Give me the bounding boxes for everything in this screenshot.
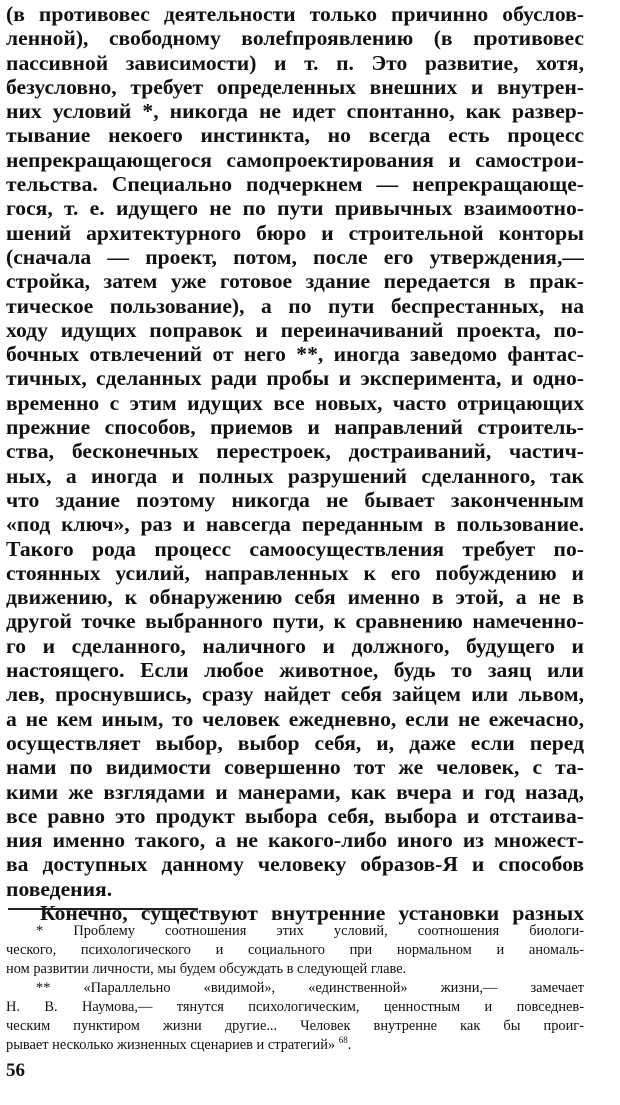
footnotes	[6, 922, 584, 1055]
footnote-line: Н. В. Наумова,— тянутся психологическим, ценностным и повседнев-	[6, 999, 584, 1015]
text-line: другой точке выбранного пути, к сравнению намеченно-	[6, 609, 584, 634]
text-line: кими же взглядами и манерами, как вчера и год назад,	[6, 779, 584, 804]
text-line: временно с этим идущих все новых, часто отрицающих	[6, 390, 584, 415]
body-text	[6, 2, 584, 925]
text-line: бочных отвлечений от него **, иногда заведомо фантас-	[6, 342, 584, 367]
text-line: стоянных усилий, направленных к его побуждению и	[6, 560, 584, 585]
footnote-line: * Проблему соотношения этих условий, соотношения биологи-	[36, 923, 584, 939]
text-line: тичных, сделанных ради пробы и эксперимента, и одно-	[6, 366, 584, 391]
text-line: прежние способов, приемов и направлений строитель-	[6, 415, 584, 440]
text-line: «под ключ», раз и навсегда переданным в пользование.	[6, 512, 584, 537]
text-line: Такого рода процесс самоосуществления требует по-	[6, 536, 584, 561]
text-line: настоящего. Если любое животное, будь то заяц или	[6, 658, 584, 683]
text-line: (сначала — проект, потом, после его утверждения,—	[6, 244, 584, 269]
text-line: тическое пользование), а по пути беспрестанных, на	[6, 293, 584, 318]
text-line: что здание поэтому никогда не бывает законченным	[6, 487, 584, 512]
footnote-line: ном развитии личности, мы будем обсуждать в следующей главе.	[6, 961, 407, 977]
text-line: а не кем иным, то человек ежедневно, если не ежечасно,	[6, 706, 584, 731]
text-line: го и сделанного, наличного и должного, будущего и	[6, 633, 584, 658]
page-number: 56	[6, 1060, 25, 1081]
footnote-line: ческого, психологического и социального при нормальном и аномаль-	[6, 942, 584, 958]
paragraph-start-line: Конечно, существуют внутренние установки разных	[40, 900, 584, 925]
text-line: ходу идущих поправок и переиначиваний проекта, по-	[6, 317, 584, 342]
text-line: тывание некоего инстинкта, но всегда есть процесс	[6, 123, 584, 148]
text-line: осуществляет выбор, выбор себя, и, даже если перед	[6, 730, 584, 755]
text-line: все равно это продукт выбора себя, выбора и отстаива-	[6, 803, 584, 828]
text-line: ных, а иногда и полных разрушений сделанного, так	[6, 463, 584, 488]
text-line: ния именно такого, а не какого-либо иного из множест-	[6, 828, 584, 853]
text-line: ва доступных данному человеку образов-Я и способов	[6, 852, 584, 877]
text-line: шений архитектурного бюро и строительной конторы	[6, 220, 584, 245]
footnote-line: ческим пунктиром жизни другие... Человек внутренне как бы проиг-	[6, 1018, 584, 1034]
text-line: безусловно, требует определенных внешних и внутрен-	[6, 74, 584, 99]
text-line: лев, проснувшись, сразу найдет себя зайцем или львом,	[6, 682, 584, 707]
text-line: стройка, затем уже готовое здание передается в прак-	[6, 269, 584, 294]
text-line: ства, бесконечных перестроек, достраиваний, частич-	[6, 439, 584, 464]
footnote-reference: 68	[338, 1036, 348, 1046]
footnote-line: ** «Параллельно «видимой», «единственной» жизни,— замечает	[36, 980, 584, 996]
footnote-divider	[8, 908, 198, 910]
text-line: них условий *, никогда не идет спонтанно, как развер-	[6, 99, 584, 124]
text-line: (в противовес деятельности только причинно обуслов-	[6, 2, 584, 26]
text-line: тельства. Специально подчеркнем — непрекращающе-	[6, 172, 584, 197]
text-line: гося, т. е. идущего не по пути привычных взаимоотно-	[6, 196, 584, 221]
text-line: пассивной зависимости) и т. п. Это развитие, хотя,	[6, 50, 584, 75]
text-line: движению, к обнаружению себя именно в этой, а не в	[6, 585, 584, 610]
text-line: непрекращающегося самопроектирования и самострои-	[6, 147, 584, 172]
footnote-line-last: рывает несколько жизненных сценариев и стратегий» $^{68}$.	[6, 1036, 352, 1053]
text-line: нами по видимости совершенно тот же человек, с та-	[6, 755, 584, 780]
footnote-line-text: рывает несколько жизненных сценариев и стратегий»	[6, 1037, 336, 1053]
text-line: поведения.	[6, 876, 113, 901]
text-line: ленной), свободному волеfпроявлению (в противовес	[6, 26, 584, 51]
